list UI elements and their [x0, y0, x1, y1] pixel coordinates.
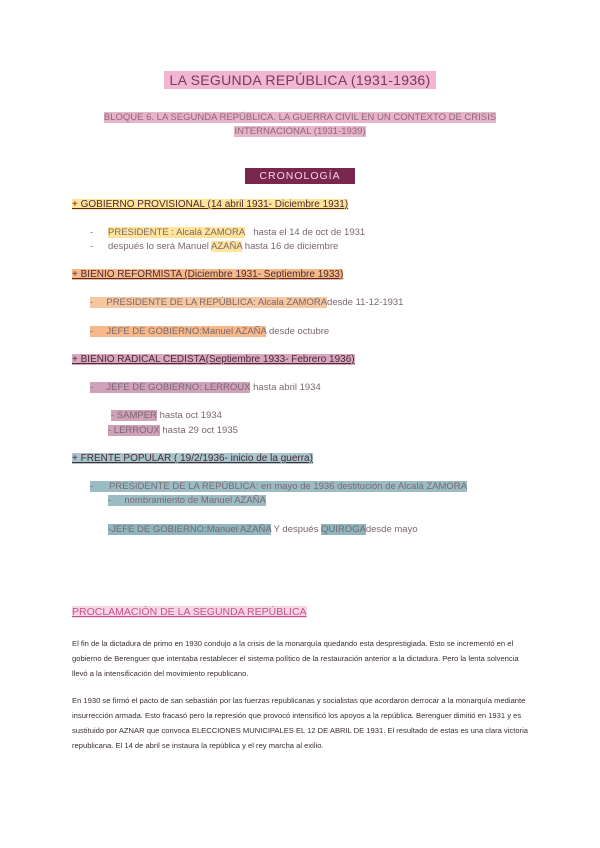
- paragraph: En 1930 se firmó el pacto de san sebastián por las fuerzas republicanas y socialistas que acordaron derrocar a la monarquía mediante insurrección armada. Esto fracasó pero la represión que provocó intensificó los apoyos a la república. Berenguer dimitió en 1931 y es sustituido por AZNAR que convoca ELECCIONES MUNICIPALES EL 12 DE ABRIL DE 1931. El resultado de estas es una clara victoria republicana. El 14 de abril se instaura la república y el rey marcha al exilio.: [72, 696, 528, 750]
- highlighted-text: - JEFE DE GOBIERNO: LERROUX: [90, 382, 251, 393]
- list-item: - PRESIDENTE : Alcalá ZAMORA hasta el 14 de oct de 1931: [90, 227, 366, 238]
- cronologia-banner: CRONOLOGÍA: [245, 168, 355, 184]
- section-heading-text: + BIENIO REFORMISTA (Diciembre 1931- Septiembre 1933): [72, 269, 344, 280]
- list-item: -JEFE DE GOBIERNO:Manuel AZAÑA Y después QUIROGAdesde mayo: [108, 524, 418, 535]
- paragraph: El fin de la dictadura de primo en 1930 condujo a la crisis de la monarquía quedando esta desprestigiada. Esto se incrementó en el gobierno de Berenguer que intentaba restablecer el sistema político de la restauración anterior a la dictadura. Pero la lenta solvencia llevó a la intensificación del movimiento republicano.: [72, 639, 519, 678]
- block-subtitle-text: BLOQUE 6. LA SEGUNDA REPÚBLICA. LA GUERRA CIVIL EN UN CONTEXTO DE CRISIS INTERNACIONAL (1931-1939): [103, 112, 497, 137]
- highlighted-text: - PRESIDENTE DE LA REPÚBLICA: en mayo de 1936 destitución de Alcalá ZAMORA: [90, 481, 467, 492]
- page-title-text: LA SEGUNDA REPÚBLICA (1931-1936): [164, 71, 437, 89]
- highlighted-text: - nombramiento de Manuel AZAÑA: [108, 495, 266, 506]
- list-item: - después lo será Manuel AZAÑA hasta 16 de diciembre: [90, 241, 339, 252]
- section-heading-text: + GOBIERNO PROVISIONAL (14 abril 1931- Diciembre 1931): [72, 199, 349, 210]
- highlighted-text: QUIROGA: [320, 524, 366, 535]
- section-heading-proclamacion: [72, 606, 307, 618]
- list-item: - SAMPER hasta oct 1934: [111, 410, 222, 421]
- section-heading-text: PROCLAMACIÓN DE LA SEGUNDA REPÚBLICA: [72, 606, 307, 618]
- highlighted-text: -JEFE DE GOBIERNO:Manuel AZAÑA: [108, 524, 272, 535]
- highlighted-text: AZAÑA: [211, 241, 243, 252]
- section-heading-text: + BIENIO RADICAL CEDISTA(Septiembre 1933- Febrero 1936): [72, 354, 355, 365]
- highlighted-text: - PRESIDENTE DE LA REPÚBLICA: Alcala ZAMORA: [90, 297, 328, 308]
- page-title: [0, 72, 600, 88]
- section-heading-bienio-reformista: [72, 269, 343, 280]
- list-item: [108, 495, 266, 506]
- section-heading-bienio-radical: [72, 354, 355, 365]
- list-item: [90, 481, 467, 492]
- list-item: - JEFE DE GOBIERNO:Manuel AZAÑA desde octubre: [90, 326, 330, 337]
- list-item: - PRESIDENTE DE LA REPÚBLICA: Alcala ZAMORAdesde 11-12-1931: [90, 297, 404, 308]
- section-heading-frente-popular: [72, 453, 313, 464]
- section-heading-text: + FRENTE POPULAR ( 19/2/1936- inicio de la guerra): [72, 453, 313, 464]
- block-subtitle: [80, 111, 520, 139]
- highlighted-text: - LERROUX: [108, 425, 160, 436]
- section-heading-gobierno-provisional: [72, 199, 348, 210]
- highlighted-text: - SAMPER: [111, 410, 157, 421]
- list-item: - LERROUX hasta 29 oct 1935: [108, 425, 238, 436]
- highlighted-text: - JEFE DE GOBIERNO:Manuel AZAÑA: [90, 326, 267, 337]
- list-item: - JEFE DE GOBIERNO: LERROUX hasta abril 1934: [90, 382, 321, 393]
- highlighted-text: PRESIDENTE : Alcalá ZAMORA: [108, 227, 246, 238]
